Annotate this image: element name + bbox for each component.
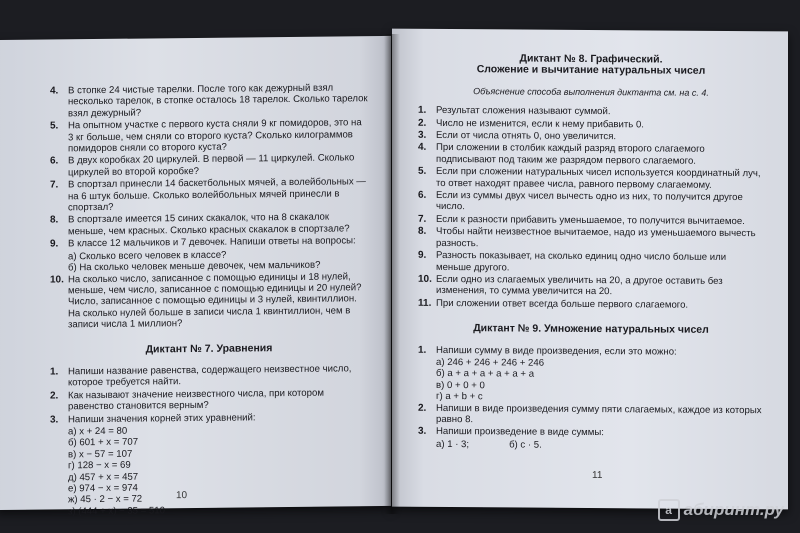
statement-item: [418, 105, 764, 119]
product-line: а) 1 · 3;: [436, 438, 470, 450]
task-text: Если от числа отнять 0, оно увеличится.: [436, 129, 617, 143]
task-number: 10.: [418, 273, 432, 285]
task-number: 2.: [418, 402, 427, 414]
left-page-content: [50, 82, 368, 518]
equation-line: д) 457 + x = 457: [68, 471, 139, 483]
task-text: Если одно из слагаемых увеличить на 20, а другое оставить без изменения, то сумма увеличится на 20.: [436, 273, 723, 298]
task-text: Напиши в виде произведения сумму пяти слагаемых, каждое из которых равно 8.: [436, 402, 762, 426]
task-text: Напиши название равенства, содержащего неизвестное число, которое требуется найти.: [68, 363, 352, 389]
task-number: 9.: [50, 238, 59, 250]
page-number-right: 11: [592, 470, 603, 482]
task-number: 8.: [50, 214, 59, 226]
task-text: На опытном участке с первого куста сняли 9 кг помидоров, это на 3 кг больше, чем сняли со второго куста? Сколько килограммов помидоров сняли со второго куста?: [68, 117, 362, 155]
sum-line: г) a + b + c: [436, 391, 483, 403]
equation-line: г) 128 − x = 69: [68, 459, 131, 472]
task-item: [50, 117, 368, 155]
task-subitem: б) На сколько человек меньше девочек, чем мальчиков?: [68, 259, 321, 274]
statement-item: [418, 226, 764, 251]
task-text: При сложении ответ всегда больше первого слагаемого.: [436, 297, 689, 311]
task-text: Напиши значения корней этих уравнений:: [68, 411, 256, 425]
task-number: 4.: [418, 142, 427, 154]
products-list: [418, 439, 764, 453]
task-item-10: [50, 271, 368, 331]
task-item: [50, 176, 368, 214]
task-text: Напиши произведение в виде суммы:: [436, 426, 604, 439]
sum-line: а) 246 + 246 + 246 + 246: [436, 356, 545, 369]
equation-line: е) 974 − x = 974: [68, 482, 138, 495]
task-number: 2.: [50, 390, 59, 402]
right-items-section: [418, 344, 764, 358]
task-item: [50, 82, 368, 120]
task-text: Напиши сумму в виде произведения, если это можно:: [436, 344, 677, 358]
task-text: В спортзале имеется 15 синих скакалок, что на 8 скакалок меньше, чем красных. Сколько красных скакалок в спортзале?: [68, 212, 350, 238]
task-item: [50, 387, 368, 413]
equations-list: [50, 423, 368, 518]
task-text: Как называют значение неизвестного числа, при котором равенство становится верным?: [68, 387, 324, 413]
statement-item: [418, 274, 764, 299]
task-text: На сколько число, записанное с помощью единицы и 18 нулей, меньше, чем число, записанное с помощью единицы и 20 нулей? Число, записанное с помощью единицы и 3 нулей, квинтиллион. На сколько нулей больше в записи числа 1 квинтиллион, чем в записи числа 1 миллион?: [68, 270, 362, 331]
task-item: [50, 153, 368, 179]
equation-line: в) x − 57 = 107: [68, 448, 133, 461]
task-number: 1.: [418, 105, 427, 117]
task-number: 2.: [418, 117, 427, 129]
task-item: [418, 344, 764, 358]
task-number: 6.: [418, 189, 427, 201]
task-text: В спортзал принесли 14 баскетбольных мячей, а волейбольных — на 6 штук больше. Сколько волейбольных мячей принесли в спортзал?: [68, 176, 366, 214]
left-items-top: [50, 82, 368, 250]
task-number: 6.: [50, 155, 59, 167]
watermark-text: абиринт.ру: [683, 500, 784, 519]
task-text: Разность показывает, на сколько единиц одно число больше или меньше другого.: [436, 250, 727, 273]
equation-line: а) x + 24 = 80: [68, 425, 128, 438]
task-number: 5.: [50, 120, 59, 132]
task-number: 7.: [50, 179, 59, 191]
task-number: 3.: [418, 129, 427, 141]
dictation-8-title: Диктант № 8. Графический.: [519, 52, 663, 66]
watermark-logo-icon: a: [658, 499, 680, 521]
sum-line: б) a + a + a + a + a + a: [436, 368, 535, 380]
task-number: 3.: [50, 413, 59, 426]
task-number: 10.: [50, 273, 64, 286]
statement-item: [418, 214, 764, 228]
task-number: 5.: [418, 166, 427, 178]
task-item: [50, 363, 368, 389]
section-title-dictation-7: Диктант № 7. Уравнения: [145, 341, 273, 356]
sum-line: в) 0 + 0 + 0: [436, 379, 485, 392]
right-items: [418, 105, 764, 311]
statement-item: [418, 190, 764, 215]
page-number-left: 10: [176, 490, 188, 502]
task-item: [50, 212, 368, 238]
task-text: При сложении в столбик каждый разряд второго слагаемого подписывают под таким же разрядом первого слагаемого.: [436, 142, 705, 167]
task-text: В стопке 24 чистые тарелки. После того как дежурный взял несколько тарелок, в стопке осталось 18 тарелок. Сколько тарелок взял дежурный?: [68, 82, 368, 120]
statement-item: [418, 142, 764, 167]
left-page: [0, 36, 391, 518]
task-number: 1.: [418, 344, 427, 356]
task-text: Если к разности прибавить уменьшаемое, то получится вычитаемое.: [436, 213, 745, 227]
sums-list: [418, 357, 764, 405]
task-text: Если при сложении натуральных чисел используется координатный луч, то ответ находят правее числа, равного первому слагаемому.: [436, 166, 761, 191]
task-item-3: [418, 426, 764, 440]
left-items-section: [50, 363, 368, 425]
equation-line: б) 601 + x = 707: [68, 436, 139, 449]
task-subitem: а) Сколько всего человек в классе?: [68, 249, 227, 263]
task-text: Чтобы найти неизвестное вычитаемое, надо из уменьшаемого вычесть разность.: [436, 226, 756, 249]
section-title-dictation-9: Диктант № 9. Умножение натуральных чисел: [473, 322, 709, 336]
item9-subitems: [50, 248, 368, 274]
explanation-note: Объяснение способа выполнения диктанта см. на с. 4.: [473, 85, 709, 98]
task-text: Результат сложения называют суммой.: [436, 105, 611, 118]
task-text: В классе 12 мальчиков и 7 девочек. Напиши ответы на вопросы:: [68, 235, 356, 250]
task-item-2: [418, 402, 764, 427]
product-line: б) c · 5.: [509, 439, 542, 451]
task-number: 9.: [418, 249, 427, 261]
task-number: 1.: [50, 366, 59, 378]
statement-item: [418, 130, 764, 144]
task-number: 4.: [50, 85, 59, 97]
task-text: В двух коробках 20 циркулей. В первой — 11 циркулей. Сколько циркулей во второй коробке?: [68, 152, 355, 179]
statement-item: [418, 250, 764, 275]
statement-item: [418, 166, 764, 191]
task-text: Число не изменится, если к нему прибавить 0.: [436, 117, 644, 131]
dictation-8-subtitle: Сложение и вычитание натуральных чисел: [476, 63, 706, 78]
equation-line: з) (444 + x) − 35 = 510: [68, 505, 165, 518]
watermark: [658, 499, 784, 521]
book-gutter: [384, 34, 400, 514]
task-number: 7.: [418, 213, 427, 225]
task-number: 3.: [418, 426, 427, 438]
equation-line: ж) 45 · 2 − x = 72: [68, 493, 143, 506]
task-number: 8.: [418, 226, 427, 238]
task-number: 11.: [418, 297, 432, 309]
statement-item: [418, 117, 764, 131]
task-text: Если из суммы двух чисел вычесть одно из них, то получится другое число.: [436, 189, 743, 213]
right-page: [392, 29, 788, 510]
statement-item: [418, 298, 764, 312]
right-page-content: [418, 53, 764, 453]
